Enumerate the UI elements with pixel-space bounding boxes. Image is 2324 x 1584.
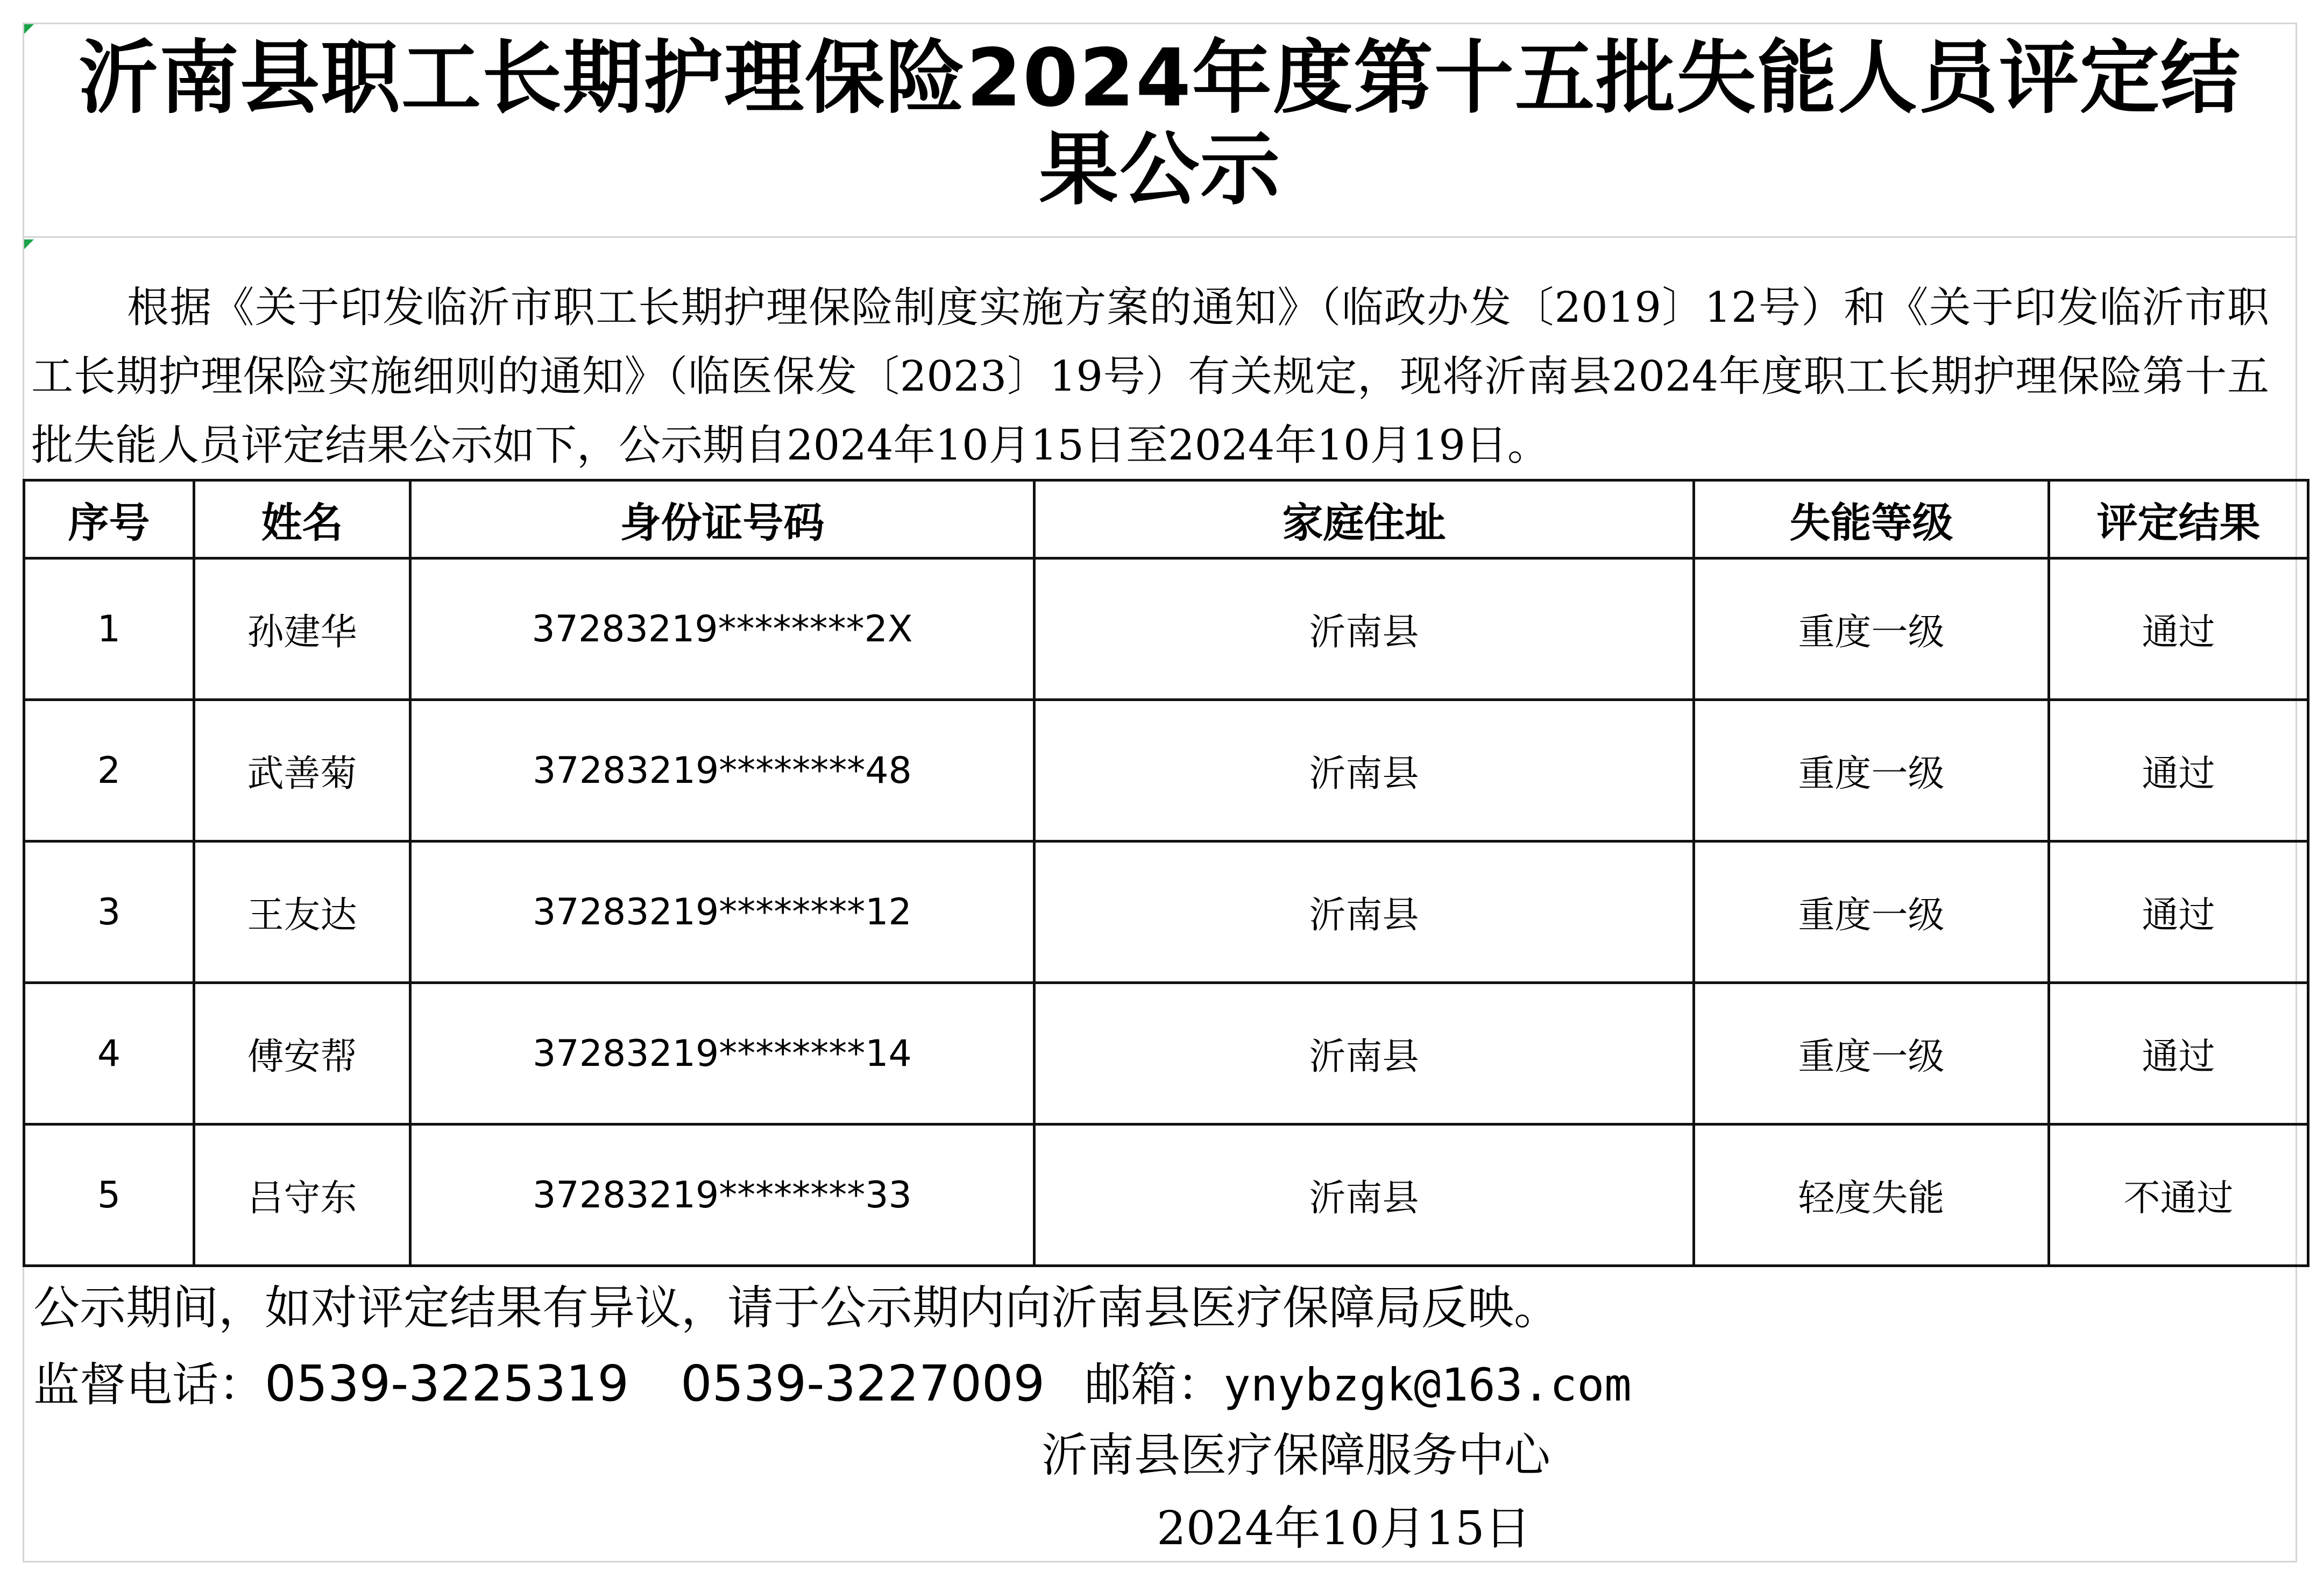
hotline-number-1: 0539-3225319 (265, 1355, 629, 1412)
cell-result: 通过 (2049, 558, 2308, 700)
cell-id-number: 37283219********48 (410, 700, 1035, 841)
cell-disability-level: 轻度失能 (1694, 1125, 2049, 1266)
cell-result: 不通过 (2049, 1125, 2308, 1266)
table-row (24, 558, 2308, 700)
hotline-number-2: 0539-3227009 (681, 1355, 1045, 1412)
cell-id-number: 37283219********12 (410, 841, 1035, 983)
cell-result: 通过 (2049, 983, 2308, 1125)
cell-name: 王友达 (194, 841, 410, 983)
table-row (24, 841, 2308, 983)
cell-name: 吕守东 (194, 1125, 410, 1266)
cell-id-number: 37283219********33 (410, 1125, 1035, 1266)
issue-date: 2024年10月15日 (1157, 1502, 1531, 1555)
table-row (24, 983, 2308, 1125)
cell-index: 3 (24, 841, 194, 983)
cell-index: 5 (24, 1125, 194, 1266)
cell-address: 沂南县 (1035, 558, 1694, 700)
cell-disability-level: 重度一级 (1694, 841, 2049, 983)
page-title: 沂南县职工长期护理保险2024年度第十五批失能人员评定结果公示 (79, 32, 2241, 216)
column-header-address: 家庭住址 (1035, 480, 1694, 558)
cell-index: 1 (24, 558, 194, 700)
email-address: ynybzgk@163.com (1223, 1359, 1632, 1411)
cell-name: 傅安帮 (194, 983, 410, 1125)
cell-name: 武善菊 (194, 700, 410, 841)
evaluation-results-table (23, 479, 2309, 1267)
cell-id-number: 37283219********2X (410, 558, 1035, 700)
corner-marker (24, 24, 34, 34)
cell-disability-level: 重度一级 (1694, 983, 2049, 1125)
intro-paragraph: 根据《关于印发临沂市职工长期护理保险制度实施方案的通知》（临政办发〔2019〕12号）和《关于印发临沂市职工长期护理保险实施细则的通知》（临医保发〔2023〕19号）有关规定，现将沂南县2024年度职工长期护理保险第十五批失能人员评定结果公示如下，公示期自2024年10月15日至2024年10月19日。 (31, 284, 2269, 470)
column-header-disability-level: 失能等级 (1694, 480, 2049, 558)
cell-address: 沂南县 (1035, 841, 1694, 983)
column-header-result: 评定结果 (2049, 480, 2308, 558)
corner-marker (24, 239, 34, 249)
hotline-label: 监督电话： (33, 1358, 265, 1412)
column-header-name: 姓名 (194, 480, 410, 558)
cell-result: 通过 (2049, 841, 2308, 983)
cell-index: 4 (24, 983, 194, 1125)
cell-index: 2 (24, 700, 194, 841)
cell-address: 沂南县 (1035, 1125, 1694, 1266)
contact-line (33, 1352, 1632, 1430)
email-label: 邮箱： (1085, 1358, 1224, 1412)
cell-disability-level: 重度一级 (1694, 558, 2049, 700)
cell-id-number: 37283219********14 (410, 983, 1035, 1125)
cell-name: 孙建华 (194, 558, 410, 700)
table-row (24, 700, 2308, 841)
issuing-organization: 沂南县医疗保障服务中心 (1041, 1429, 1550, 1482)
table-header-row (24, 480, 2308, 558)
column-header-id-number: 身份证号码 (410, 480, 1035, 558)
cell-address: 沂南县 (1035, 700, 1694, 841)
table-row (24, 1125, 2308, 1266)
cell-disability-level: 重度一级 (1694, 700, 2049, 841)
cell-result: 通过 (2049, 700, 2308, 841)
cell-address: 沂南县 (1035, 983, 1694, 1125)
objection-notice: 公示期间，如对评定结果有异议，请于公示期内向沂南县医疗保障局反映。 (33, 1281, 1560, 1335)
title-area (23, 23, 2297, 238)
column-header-index: 序号 (24, 480, 194, 558)
